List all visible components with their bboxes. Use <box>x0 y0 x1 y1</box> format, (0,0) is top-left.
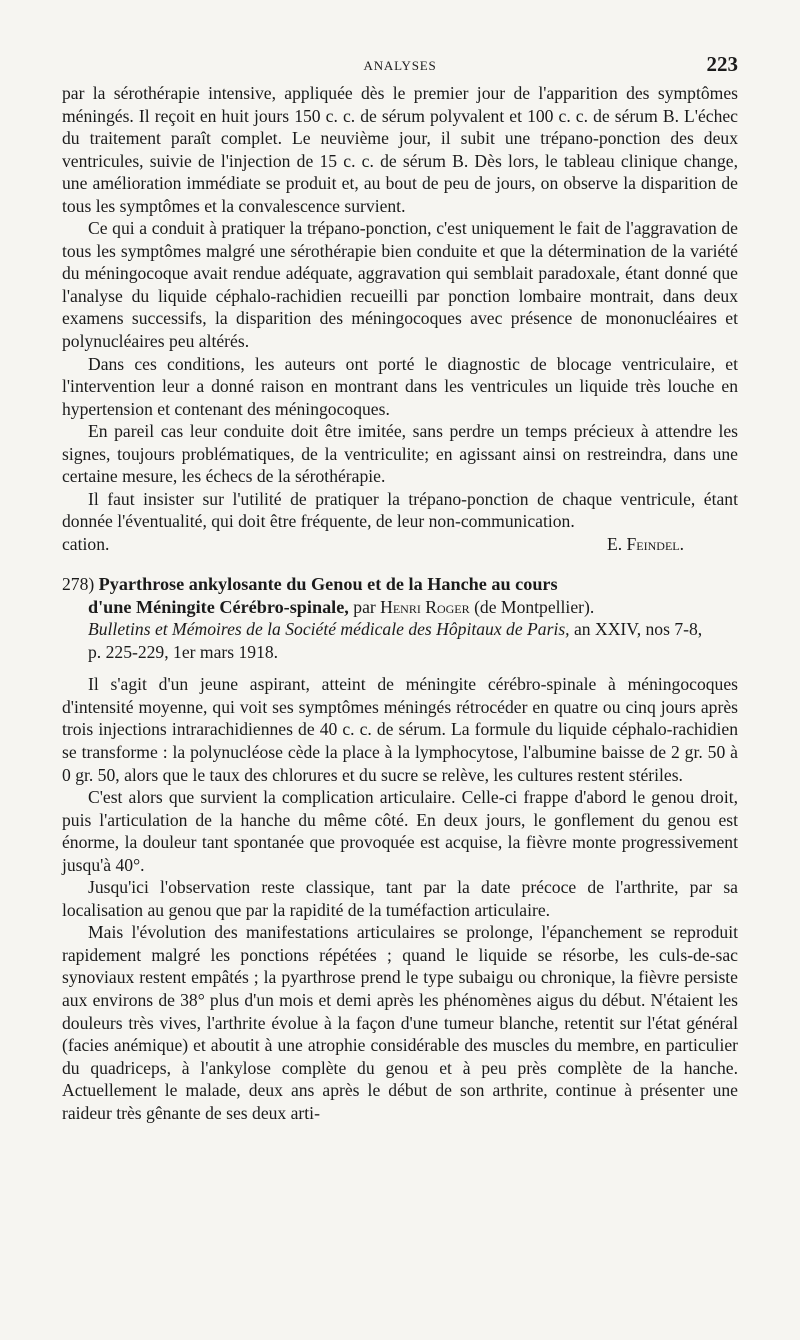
body-paragraph: En pareil cas leur conduite doit être imitée, sans perdre un temps précieux à attendre les signes, toujours problématiques, de la ventriculite; en agissant ainsi on restreindra, dans une certaine mesure, les échecs de la sérothérapie. <box>62 421 738 487</box>
body-paragraph: C'est alors que survient la complication articulaire. Celle-ci frappe d'abord le genou droit, puis l'articulation de la hanche du même côté. En deux jours, le gonflement du genou est énorme, la douleur tant spontanée que provoquée est acquise, la fièvre monte progressivement jusqu'à 40°. <box>62 787 738 875</box>
closing-word: cation. <box>62 533 110 554</box>
article-title-line1: Pyarthrose ankylosante du Genou et de la Hanche au cours <box>98 573 558 594</box>
author-affiliation: (de Montpellier). <box>474 596 595 617</box>
reviewer-signature: E. Feindel. <box>606 533 684 554</box>
article-title-line2: d'une Méningite Cérébro-spinale, <box>88 596 349 617</box>
body-paragraph: Ce qui a conduit à pratiquer la trépano-ponction, c'est uniquement le fait de l'aggravation de tous les symptômes malgré une sérothérapie bien conduite et que la détermination de la variété du méningocoque avait rendue adéquate, aggravation qui semblait paradoxale, étant donné que l'analyse du liquide céphalo-rachidien recueilli par ponction lombaire montrait, dans deux examens successifs, la disparition des méningocoques avec présence de mononucléaires et polynucléaires peu altérés. <box>62 218 738 352</box>
article-author: Henri Roger <box>380 596 470 617</box>
body-paragraph: Jusqu'ici l'observation reste classique, tant par la date précoce de l'arthrite, par sa localisation au genou que par la rapidité de la tuméfaction articulaire. <box>62 877 738 920</box>
body-paragraph: Il faut insister sur l'utilité de pratiquer la trépano-ponction de chaque ventricule, étant donnée l'éventualité, qui doit être fréquente, de leur non-communication. <box>62 488 738 532</box>
journal-page <box>62 52 738 1124</box>
journal-volume: an XXIV, nos 7-8, <box>574 619 703 640</box>
body-paragraph: Il s'agit d'un jeune aspirant, atteint de méningite cérébro-spinale à méningocoques d'intensité moyenne, qui voit ses symptômes méningés rétrocéder en quatre ou cinq jours après trois injections intrarachidiennes de 40 c. c. de sérum. La formule du liquide céphalo-rachidien se transforme : la polynucléose cède la place à la lymphocytose, l'albumine baisse de 2 gr. 50 à 0 gr. 50, alors que le taux des chlorures et du sucre se relève, les cultures restent stériles. <box>62 674 738 785</box>
journal-source: Bulletins et Mémoires de la Société médicale des Hôpitaux de Paris, <box>88 619 570 640</box>
signature-line <box>62 533 738 555</box>
body-paragraph: par la sérothérapie intensive, appliquée dès le premier jour de l'apparition des symptômes méningés. Il reçoit en huit jours 150 c. c. de sérum polyvalent et 100 c. c. de sérum B. L'échec du traitement paraît complet. Le neuvième jour, il subit une trépano-ponction des deux ventricules, suivie de l'injection de 15 c. c. de sérum B. Dès lors, le tableau clinique change, une amélioration immédiate se produit et, au bout de peu de jours, on observe la disparition de tous les symptômes et la convalescence survient. <box>62 83 738 216</box>
body-paragraph: Mais l'évolution des manifestations articulaires se prolonge, l'épanchement se reproduit rapidement malgré les ponctions répétées ; quand le liquide se résorbe, les culs-de-sac synoviaux restent empâtés ; la pyarthrose prend le type subaigu ou chronique, la fièvre persiste aux environs de 38° plus d'un mois et demi après les phénomènes aigus du début. N'étaient les douleurs très vives, l'arthrite évolue à la façon d'une tumeur blanche, retentit sur l'état général (facies anémique) et aboutit à une atrophie considérable des muscles du membre, en particulier du quadriceps, à l'ankylose complète du genou et à peu près complète de la hanche. Actuellement le malade, deux ans après le début de son arthrite, continue à présenter une raideur très gênante de ses deux arti- <box>62 922 738 1123</box>
article-heading <box>62 573 738 663</box>
body-paragraph: Dans ces conditions, les auteurs ont porté le diagnostic de blocage ventriculaire, et l'intervention leur a donné raison en montrant dans les ventricules un liquide très louche en hypertension et contenant des méningocoques. <box>62 353 738 419</box>
running-head <box>62 52 738 82</box>
running-title: ANALYSES <box>363 58 437 73</box>
article-abstract <box>62 673 738 1124</box>
previous-article-continuation <box>62 82 738 555</box>
by-word: par <box>353 596 376 617</box>
page-number: 223 <box>706 52 738 76</box>
article-number: 278) <box>62 573 95 594</box>
pages-date: p. 225-229, 1er mars 1918. <box>88 641 279 662</box>
